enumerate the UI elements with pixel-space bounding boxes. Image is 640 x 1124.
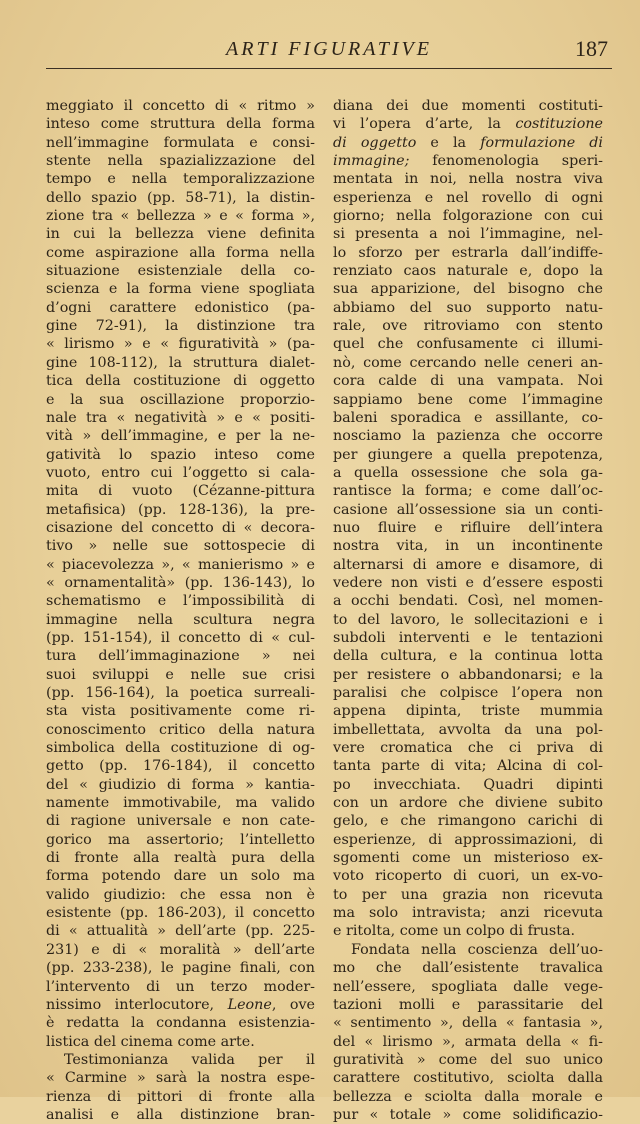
line-text: immagine nella scultura negra bbox=[46, 611, 315, 628]
line-text: baleni sporadica e assillante, co- bbox=[333, 409, 603, 426]
text-line bbox=[333, 592, 603, 610]
line-text: stente nella spazializzazione del bbox=[46, 153, 315, 170]
line-text: to per una grazia non ricevuta bbox=[333, 886, 603, 903]
text-line bbox=[46, 996, 315, 1014]
line-text: abbiamo del suo supporto natu- bbox=[333, 299, 603, 316]
text-line bbox=[333, 629, 603, 647]
line-text: vere cromatica che ci priva di bbox=[333, 740, 603, 757]
line-text: renziato caos naturale e, dopo la bbox=[333, 263, 603, 280]
text-line bbox=[333, 519, 603, 537]
text-line bbox=[333, 189, 603, 207]
text-line bbox=[46, 739, 315, 757]
line-text: nostra vita, in un incontinente bbox=[333, 538, 603, 555]
text-line bbox=[46, 1051, 315, 1069]
text-line bbox=[46, 611, 315, 629]
text-line bbox=[46, 152, 315, 170]
text-line bbox=[46, 574, 315, 592]
line-text: , ove bbox=[271, 996, 315, 1013]
text-line bbox=[333, 831, 603, 849]
italic-text: di oggetto bbox=[333, 134, 417, 151]
line-text: è redatta la condanna esistenzia- bbox=[46, 1015, 315, 1032]
italic-text: costituzione bbox=[515, 116, 603, 133]
line-text: mentata in noi, nella nostra viva bbox=[333, 171, 603, 188]
line-text: sgomenti come un misterioso ex- bbox=[333, 850, 603, 867]
text-line bbox=[333, 922, 603, 940]
text-line bbox=[46, 170, 315, 188]
line-text: d’ogni carattere edonistico (pa- bbox=[46, 299, 315, 316]
running-title: ARTI FIGURATIVE bbox=[226, 38, 432, 60]
line-text: nell’essere, spogliata dalle vege- bbox=[333, 978, 603, 995]
text-line bbox=[46, 1106, 315, 1124]
text-line bbox=[333, 1051, 603, 1069]
line-text: in cui la bellezza viene definita bbox=[46, 226, 315, 243]
line-text: si presenta a noi l’immagine, nel- bbox=[333, 226, 603, 243]
line-text: cora calde di una vampata. Noi bbox=[333, 373, 603, 390]
line-text: voto ricoperto di cuori, un ex-vo- bbox=[333, 868, 603, 885]
text-line bbox=[333, 152, 603, 170]
text-line bbox=[46, 556, 315, 574]
text-line bbox=[46, 666, 315, 684]
line-text: di ragione universale e non cate- bbox=[46, 813, 315, 830]
text-line bbox=[46, 372, 315, 390]
text-line bbox=[333, 904, 603, 922]
text-line bbox=[333, 464, 603, 482]
line-text: tazioni molli e parassitarie del bbox=[333, 996, 603, 1013]
text-line bbox=[46, 354, 315, 372]
text-line bbox=[333, 409, 603, 427]
italic-text: immagine; bbox=[333, 153, 410, 170]
text-line bbox=[333, 702, 603, 720]
text-line bbox=[333, 721, 603, 739]
text-line bbox=[333, 134, 603, 152]
line-text: nissimo interlocutore, bbox=[46, 996, 228, 1013]
text-line bbox=[46, 464, 315, 482]
text-line bbox=[333, 115, 603, 133]
text-line bbox=[46, 629, 315, 647]
line-text: inteso come struttura della forma bbox=[46, 116, 315, 133]
text-line bbox=[46, 115, 315, 133]
line-text: gatività lo spazio inteso come bbox=[46, 446, 315, 463]
text-line bbox=[46, 922, 315, 940]
line-text: quel che confusamente ci illumi- bbox=[333, 336, 603, 353]
text-line bbox=[46, 482, 315, 500]
line-text: esperienza e nel rovello di ogni bbox=[333, 189, 603, 206]
page-number: 187 bbox=[575, 36, 608, 61]
line-text: situazione esistenziale della co- bbox=[46, 263, 315, 280]
line-text: del « giudizio di forma » kantia- bbox=[46, 776, 315, 793]
text-line bbox=[333, 776, 603, 794]
right-text-column bbox=[333, 97, 603, 1124]
line-text: nale tra « negatività » e « positi- bbox=[46, 409, 315, 426]
text-line bbox=[333, 574, 603, 592]
line-text: diana dei due momenti costituti- bbox=[333, 98, 603, 114]
text-line bbox=[333, 1106, 603, 1124]
text-line bbox=[333, 812, 603, 830]
line-text: alternarsi di amore e disamore, di bbox=[333, 556, 603, 573]
line-text: sappiamo bene come l’immagine bbox=[333, 391, 603, 408]
text-line bbox=[333, 1069, 603, 1087]
text-line bbox=[46, 794, 315, 812]
text-line bbox=[333, 959, 603, 977]
line-text: con un ardore che diviene subito bbox=[333, 795, 603, 812]
text-line bbox=[46, 831, 315, 849]
text-line bbox=[333, 757, 603, 775]
text-line bbox=[333, 739, 603, 757]
line-text: 231) e di « moralità » dell’arte bbox=[46, 941, 315, 958]
text-line bbox=[46, 317, 315, 335]
text-line bbox=[46, 904, 315, 922]
text-line bbox=[333, 170, 603, 188]
text-line bbox=[46, 299, 315, 317]
line-text: sua apparizione, del bisogno che bbox=[333, 281, 603, 298]
text-line bbox=[46, 978, 315, 996]
line-text: l’intervento di un terzo moder- bbox=[46, 978, 315, 995]
text-line bbox=[333, 207, 603, 225]
line-text: scienza e la forma viene spogliata bbox=[46, 281, 315, 298]
line-text: pur « totale » come solidificazio- bbox=[333, 1106, 603, 1123]
line-text: gorico ma assertorio; l’intelletto bbox=[46, 831, 315, 848]
text-line bbox=[46, 941, 315, 959]
line-text: zione tra « bellezza » e « forma », bbox=[46, 208, 315, 225]
text-line bbox=[333, 317, 603, 335]
line-text: per resistere o abbandonarsi; e la bbox=[333, 666, 603, 683]
line-text: metafisica) (pp. 128-136), la pre- bbox=[46, 501, 315, 518]
italic-text: formulazione di bbox=[480, 134, 603, 151]
line-text: to del lavoro, le sollecitazioni e i bbox=[333, 611, 603, 628]
line-text: vedere non visti e d’essere esposti bbox=[333, 574, 603, 591]
line-text: « sentimento », della « fantasia », bbox=[333, 1015, 603, 1032]
text-line bbox=[46, 225, 315, 243]
line-text: nosciamo la pazienza che occorre bbox=[333, 428, 603, 445]
line-text: (pp. 233-238), le pagine finali, con bbox=[46, 960, 315, 977]
line-text: (pp. 151-154), il concetto di « cul- bbox=[46, 629, 315, 646]
text-line bbox=[333, 372, 603, 390]
text-line bbox=[333, 299, 603, 317]
text-line bbox=[333, 886, 603, 904]
text-line bbox=[333, 666, 603, 684]
text-line bbox=[46, 812, 315, 830]
text-line bbox=[333, 427, 603, 445]
line-text: « lirismo » e « figuratività » (pa- bbox=[46, 336, 315, 353]
text-line bbox=[46, 335, 315, 353]
text-line bbox=[46, 1033, 315, 1051]
line-text: tica della costituzione di oggetto bbox=[46, 373, 315, 390]
running-header bbox=[46, 38, 612, 69]
line-text: gine 72-91), la distinzione tra bbox=[46, 318, 315, 335]
line-text: meggiato il concetto di « ritmo » bbox=[46, 98, 315, 114]
line-text: del « lirismo », armata della « fi- bbox=[333, 1033, 603, 1050]
text-line bbox=[46, 684, 315, 702]
line-text: Testimonianza valida per il bbox=[64, 1051, 315, 1068]
line-text: carattere costitutivo, sciolta dalla bbox=[333, 1070, 603, 1087]
text-line bbox=[46, 391, 315, 409]
italic-text: Leone bbox=[227, 996, 272, 1013]
text-line bbox=[333, 446, 603, 464]
text-line bbox=[333, 684, 603, 702]
text-line bbox=[46, 446, 315, 464]
line-text: nell’immagine formulata e consi- bbox=[46, 134, 315, 151]
line-text: schematismo e l’impossibilità di bbox=[46, 593, 315, 610]
line-text: esperienze, di approssimazioni, di bbox=[333, 831, 603, 848]
line-text: valido giudizio: che essa non è bbox=[46, 886, 315, 903]
text-line bbox=[333, 611, 603, 629]
line-text: conoscimento critico della natura bbox=[46, 721, 315, 738]
text-line bbox=[46, 537, 315, 555]
line-text: di « attualità » dell’arte (pp. 225- bbox=[46, 923, 315, 940]
line-text: nuo fluire e rifluire dell’intera bbox=[333, 519, 603, 536]
text-line bbox=[46, 776, 315, 794]
text-line bbox=[333, 280, 603, 298]
line-text: a occhi bendati. Così, nel momen- bbox=[333, 593, 603, 610]
text-line bbox=[333, 647, 603, 665]
line-text: per giungere a quella prepotenza, bbox=[333, 446, 603, 463]
text-line bbox=[333, 335, 603, 353]
text-line bbox=[333, 996, 603, 1014]
text-line bbox=[46, 427, 315, 445]
line-text: e la sua oscillazione proporzio- bbox=[46, 391, 315, 408]
line-text: gelo, e che rimangono carichi di bbox=[333, 813, 603, 830]
text-line bbox=[46, 959, 315, 977]
line-text: paralisi che colpisce l’opera non bbox=[333, 685, 603, 701]
line-text: getto (pp. 176-184), il concetto bbox=[46, 758, 315, 775]
text-line bbox=[46, 189, 315, 207]
line-text: vuoto, entro cui l’oggetto si cala- bbox=[46, 464, 315, 481]
text-line bbox=[333, 354, 603, 372]
line-text: fenomenologia speri- bbox=[409, 153, 603, 170]
text-line bbox=[46, 886, 315, 904]
line-text: guratività » come del suo unico bbox=[333, 1051, 603, 1068]
text-line bbox=[46, 244, 315, 262]
text-line bbox=[46, 757, 315, 775]
line-text: (pp. 156-164), la poetica surreali- bbox=[46, 685, 315, 701]
line-text: imbellettata, avvolta da una pol- bbox=[333, 721, 603, 738]
line-text: cisazione del concetto di « decora- bbox=[46, 519, 315, 536]
line-text: suoi sviluppi e nelle sue crisi bbox=[46, 666, 315, 683]
line-text: mo che dall’esistente travalica bbox=[333, 960, 603, 977]
line-text: tura dell’immaginazione » nei bbox=[46, 648, 315, 665]
text-line bbox=[333, 97, 603, 115]
line-text: lo sforzo per estrarla dall’indiffe- bbox=[333, 244, 603, 261]
text-line bbox=[333, 482, 603, 500]
text-line bbox=[46, 867, 315, 885]
line-text: appena dipinta, triste mummia bbox=[333, 703, 603, 720]
text-line bbox=[333, 262, 603, 280]
text-line bbox=[333, 556, 603, 574]
text-line bbox=[46, 1014, 315, 1032]
text-line bbox=[333, 1014, 603, 1032]
line-text: dello spazio (pp. 58-71), la distin- bbox=[46, 189, 315, 206]
line-text: vità » dell’immagine, e per la ne- bbox=[46, 428, 315, 445]
line-text: tivo » nelle sue sottospecie di bbox=[46, 538, 315, 555]
line-text: rale, ove ritroviamo con stento bbox=[333, 318, 603, 335]
line-text: simbolica della costituzione di og- bbox=[46, 740, 315, 757]
line-text: rienza di pittori di fronte alla bbox=[46, 1088, 315, 1105]
text-line bbox=[333, 1033, 603, 1051]
text-line bbox=[46, 409, 315, 427]
line-text: bellezza e sciolta dalla morale e bbox=[333, 1088, 603, 1105]
text-line bbox=[333, 867, 603, 885]
line-text: listica del cinema come arte. bbox=[46, 1033, 255, 1050]
line-text: po invecchiata. Quadri dipinti bbox=[333, 776, 603, 793]
line-text: e ritolta, come un colpo di frusta. bbox=[333, 923, 576, 940]
text-line bbox=[333, 537, 603, 555]
text-line bbox=[46, 702, 315, 720]
text-line bbox=[333, 794, 603, 812]
line-text: tanta parte di vita; Alcina di col- bbox=[333, 758, 603, 775]
text-line bbox=[333, 849, 603, 867]
text-line bbox=[46, 592, 315, 610]
line-text: a quella ossessione che sola ga- bbox=[333, 464, 603, 481]
text-line bbox=[46, 501, 315, 519]
text-line bbox=[333, 391, 603, 409]
text-line bbox=[333, 501, 603, 519]
line-text: forma potendo dare un solo ma bbox=[46, 868, 315, 885]
line-text: casione all’ossessione sia un conti- bbox=[333, 501, 603, 518]
text-line bbox=[46, 721, 315, 739]
text-line bbox=[46, 519, 315, 537]
line-text: « Carmine » sarà la nostra espe- bbox=[46, 1070, 315, 1087]
line-text: come aspirazione alla forma nella bbox=[46, 244, 315, 261]
line-text: rantisce la forma; e come dall’oc- bbox=[333, 483, 603, 500]
text-line bbox=[46, 647, 315, 665]
line-text: namente immotivabile, ma valido bbox=[46, 795, 315, 812]
text-line bbox=[333, 225, 603, 243]
text-line bbox=[46, 280, 315, 298]
text-line bbox=[333, 244, 603, 262]
line-text: giorno; nella folgorazione con cui bbox=[333, 208, 603, 225]
line-text: vi l’opera d’arte, la bbox=[333, 116, 516, 133]
line-text: mita di vuoto (Cézanne-pittura bbox=[46, 483, 315, 500]
line-text: « ornamentalità» (pp. 136-143), lo bbox=[46, 574, 315, 591]
text-line bbox=[333, 941, 603, 959]
text-line bbox=[46, 134, 315, 152]
line-text: tempo e nella temporalizzazione bbox=[46, 171, 315, 188]
line-text: di fronte alla realtà pura della bbox=[46, 850, 315, 867]
line-text: « piacevolezza », « manierismo » e bbox=[46, 556, 315, 573]
text-line bbox=[333, 978, 603, 996]
left-text-column bbox=[46, 97, 315, 1124]
line-text: sta vista positivamente come ri- bbox=[46, 703, 315, 720]
line-text: e la bbox=[416, 134, 481, 151]
text-line bbox=[46, 97, 315, 115]
line-text: nò, come cercando nelle ceneri an- bbox=[333, 354, 603, 371]
text-line bbox=[46, 1069, 315, 1087]
line-text: gine 108-112), la struttura dialet- bbox=[46, 354, 315, 371]
line-text: analisi e alla distinzione bran- bbox=[46, 1106, 315, 1123]
text-line bbox=[46, 262, 315, 280]
text-line bbox=[46, 849, 315, 867]
line-text: esistente (pp. 186-203), il concetto bbox=[46, 905, 315, 922]
line-text: subdoli interventi e le tentazioni bbox=[333, 629, 603, 646]
line-text: ma solo intravista; anzi ricevuta bbox=[333, 905, 603, 922]
text-line bbox=[46, 207, 315, 225]
line-text: della cultura, e la continua lotta bbox=[333, 648, 603, 665]
line-text: Fondata nella coscienza dell’uo- bbox=[351, 941, 603, 958]
